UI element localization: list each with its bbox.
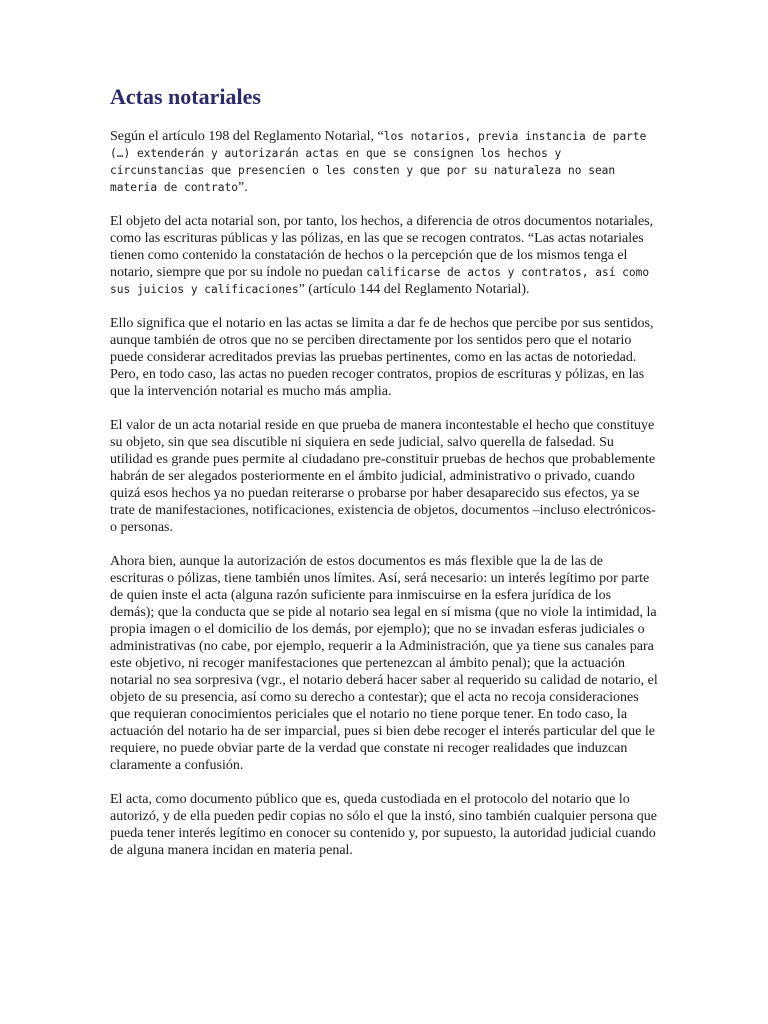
paragraph-2-intro: El objeto del acta notarial son, por tanto, los hechos, a diferencia de otros documentos notariales, como las escrituras públicas y las pólizas, en las que se recogen contratos. “Las actas notariales tienen como contenido la constatación de hechos o la percepción que de los mismos tenga el notario, siempre que por su índole no puedan xyxy=(110,214,654,280)
paragraph-2-quote: calificarse de actos y contratos, así como sus juicios y calificaciones xyxy=(110,266,650,296)
paragraph-5: Ahora bien, aunque la autorización de estos documentos es más flexible que la de las de escrituras o pólizas, tiene también unos límites. Así, será necesario: un interés legítimo por parte de quien inste el acta (alguna razón suficiente para inmiscuirse en la esfera jurídica de los demás); que la conducta que se pide al notario sea legal en sí misma (que no viole la intimidad, la propia imagen o el domicilio de los demás, por ejemplo); que no se invadan esferas judiciales o administrativas (no cabe, por ejemplo, requerir a la Administración, que ya tiene sus canales para este objetivo, ni recoger manifestaciones que pertenezcan al ámbito penal); que la actuación notarial no sea sorpresiva (vgr., el notario deberá hacer saber al requerido su calidad de notario, el objeto de su presencia, así como su derecho a contestar); que el acta no recoja consideraciones que requieran conocimientos periciales que el notario no tiene porque tener. En todo caso, la actuación del notario ha de ser imparcial, pues si bien debe recoger el interés particular del que le requiere, no puede obviar parte de la verdad que constate ni recoger realidades que induzcan claramente a confusión. xyxy=(110,554,658,773)
paragraph-2 xyxy=(110,213,658,298)
paragraph-2-outro: ” (artículo 144 del Reglamento Notarial). xyxy=(298,282,530,297)
paragraph-3: Ello significa que el notario en las actas se limita a dar fe de hechos que percibe por sus sentidos, aunque también de otros que no se perciben directamente por los sentidos pero que el notario puede considerar acreditados previas las pruebas pertinentes, como en las actas de notoriedad. Pero, en todo caso, las actas no pueden recoger contratos, propios de escrituras y pólizas, en las que la intervención notarial es mucho más amplia. xyxy=(110,316,654,399)
document-title: Actas notariales xyxy=(110,84,261,109)
paragraph-6: El acta, como documento público que es, queda custodiada en el protocolo del notario que lo autorizó, y de ella pueden pedir copias no sólo el que la instó, sino también cualquier persona que pueda tener interés legítimo en conocer su contenido y, por supuesto, la autoridad judicial cuando de alguna manera incidan en materia penal. xyxy=(110,792,658,858)
document-page xyxy=(110,84,658,876)
paragraph-1 xyxy=(110,128,658,196)
paragraph-1-intro: Según el artículo 198 del Reglamento Notarial, “ xyxy=(110,129,384,144)
paragraph-1-quote: los notarios, previa instancia de parte (…) extenderán y autorizarán actas en que se consignen los hechos y circunstancias que presencien o les consten y que por su naturaleza no sean materia de contrato xyxy=(110,130,647,194)
paragraph-1-outro: ”. xyxy=(237,180,248,195)
paragraph-4: El valor de un acta notarial reside en que prueba de manera incontestable el hecho que constituye su objeto, sin que sea discutible ni siquiera en sede judicial, salvo querella de falsedad. Su utilidad es grande pues permite al ciudadano pre-constituir pruebas de hechos que probablemente habrán de ser alegados posteriormente en el ámbito judicial, administrativo o privado, cuando quizá esos hechos ya no puedan reiterarse o probarse por haber desaparecido sus efectos, ya se trate de manifestaciones, notificaciones, existencia de objetos, documentos –incluso electrónicos- o personas. xyxy=(110,418,656,535)
